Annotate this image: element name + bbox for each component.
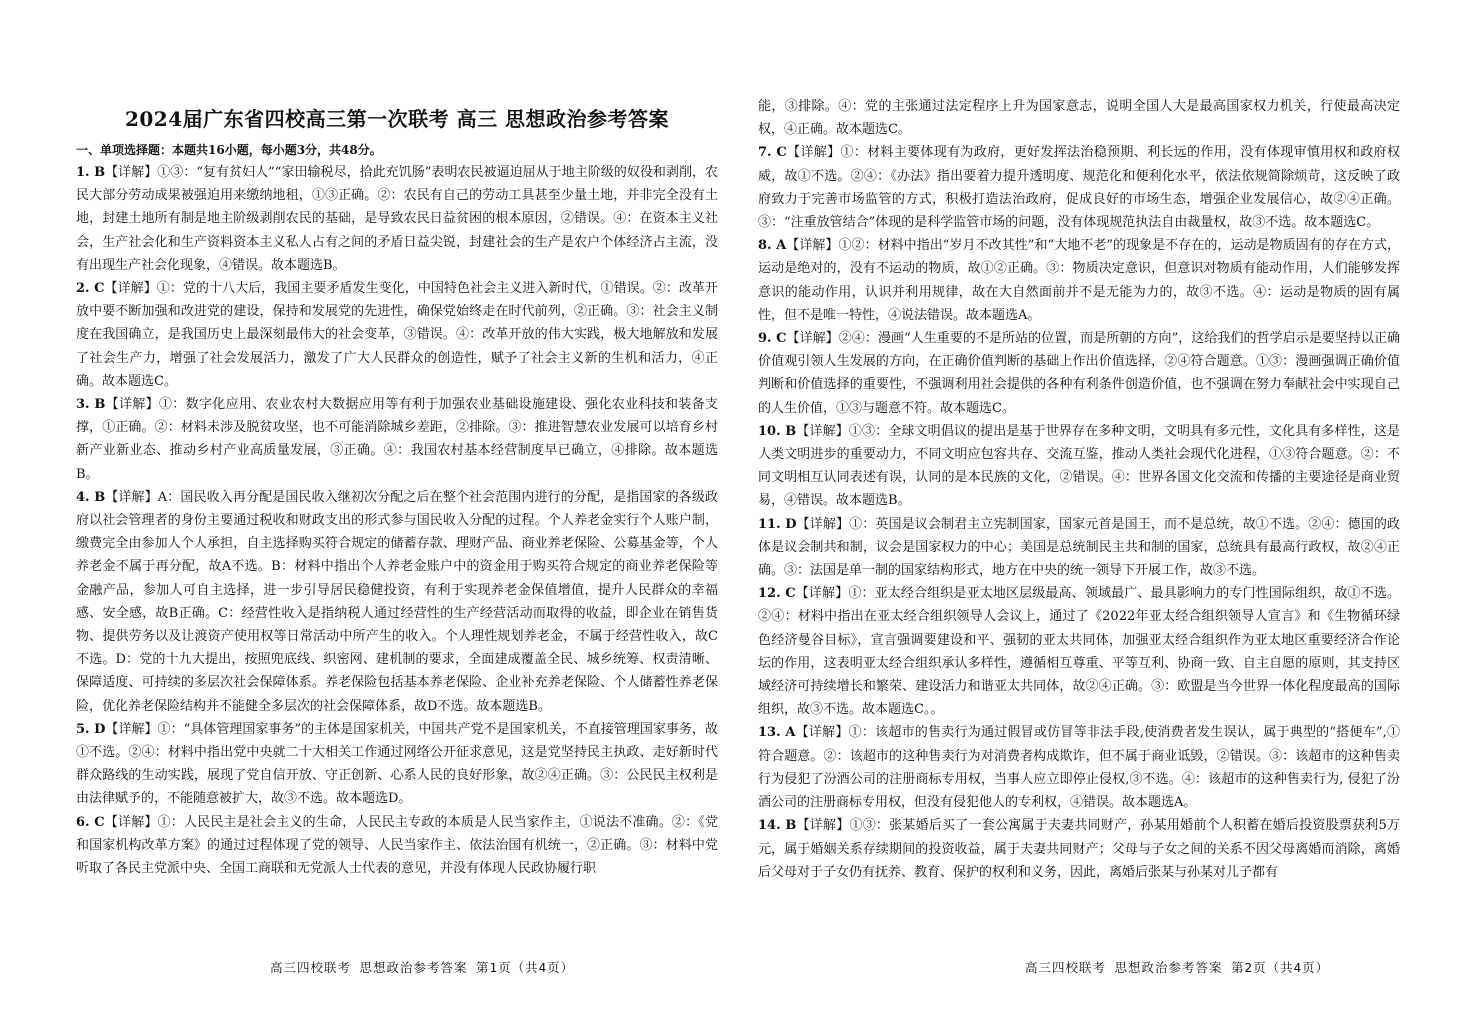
answer-item [758,141,1400,234]
answer-explanation: 【详解】①②：材料中指出“岁月不改其性”和“大地不老”的现象是不存在的，运动是物质固有的存在方式，运动是绝对的，没有不运动的物质，故①②正确。③：物质决定意识，但意识对物质有能动作用，人们能够发挥意识的能动作用，认识并利用规律，故在大自然面前并不是无能为力的，故③不选。④：运动是物质的固有属性，但不是唯一特性，④说法错误。故本题选A。 [758,238,1400,323]
answer-label: 13. A [758,725,796,741]
answer-explanation: 能，③排除。④：党的主张通过法定程序上升为国家意志，说明全国人大是最高国家权力机关，行使最高决定权，④正确。故本题选C。 [758,99,1400,138]
answer-item [758,95,1400,141]
answer-explanation: 【详解】A：国民收入再分配是国民收入继初次分配之后在整个社会范围内进行的分配，是指国家的各级政府以社会管理者的身份主要通过税收和财政支出的形式参与国民收入分配的过程。个人养老金实行个人账户制，缴费完全由参加人个人承担，自主选择购买符合规定的储蓄存款、理财产品、商业养老保险、公募基金等，个人养老金不属于再分配，故A不选。B：材料中指出个人养老金账户中的资金用于购买符合规定的商业养老保险等金融产品，参加人可自主选择，进一步引导居民稳健投资，有利于实现养老金保值增值，提升人民群众的幸福感、安全感，故B正确。C：经营性收入是指纳税人通过经营性的生产经营活动而取得的收益，即企业在销售货物、提供劳务以及让渡资产使用权等日常活动中所产生的收入。个人理性规划养老金，不属于经营性收入，故C不选。D：党的十九大提出，按照兜底线、织密网、建机制的要求，全面建成覆盖全民、城乡统筹、权责清晰、保障适度、可持续的多层次社会保障体系。养老保险包括基本养老保险、企业补充养老保险、个人储蓄性养老保险，优化养老保险结构并不能健全多层次的社会保障体系，故D不选。故本题选B。 [76,489,718,714]
right-answer-list [758,95,1400,884]
answer-label: 7. C [758,145,787,161]
answer-explanation: 【详解】①：该超市的售卖行为通过假冒或仿冒等非法手段,使消费者发生误认，属于典型的“搭便车”,①符合题意。②：该超市的这种售卖行为对消费者构成欺诈，但不属于商业诋毁，②错误。③：该超市的这种售卖行为侵犯了汾酒公司的注册商标专用权，当事人应立即停止侵权,③不选。④：该超市的这种售卖行为, 侵犯了汾酒公司的注册商标专用权，但没有侵犯他人的专利权，④错误。故本题选A。 [758,725,1400,811]
answer-label: 2. C [76,281,105,297]
answer-explanation: 【详解】①：人民民主是社会主义的生命，人民民主专政的本质是人民当家作主，①说法不准确。②：《党和国家机构改革方案》的通过过程体现了党的领导、人民当家作主、依法治国有机统一，②正确。③：材料中党听取了各民主党派中央、全国工商联和无党派人士代表的意见，并没有体现人民政协履行职 [76,814,718,877]
footer-page-1: 高三四校联考 思想政治参考答案 第1页（共4页） [270,960,575,975]
answer-item [758,327,1400,420]
answer-explanation: 【详解】②④：漫画“人生重要的不是所站的位置，而是所朝的方向”，这给我们的哲学启示是要坚持以正确价值观引领人生发展的方向，在正确价值判断的基础上作出价值选择，②④符合题意。①③：漫画强调正确价值判断和价值选择的重要性，不强调利用社会提供的各种有利条件创造价值，也不强调在努力奉献社会中实现自己的人生价值，①③与题意不符。故本题选C。 [758,331,1400,416]
page-title: 2024届广东省四校高三第一次联考 高三 思想政治参考答案 [124,107,670,131]
answer-label: 12. C [758,586,796,602]
answer-item [758,582,1400,721]
answer-explanation: 【详解】①：材料主要体现有为政府，更好发挥法治稳预期、利长远的作用，没有体现审慎用权和政府权威，故①不选。②④：《办法》指出要着力提升透明度、规范化和便利化水平，依法依规简除烦苛，这反映了政府致力于完善市场监管的方式，积极打造法治政府，促成良好的市场生态，增强企业发展信心，故②④正确。③：“注重放管结合”体现的是科学监管市场的问题，没有体现规范执法自由裁量权，故③不选。故本题选C。 [758,145,1400,231]
answer-item [758,234,1400,327]
answer-explanation: 【详解】①：“具体管理国家事务”的主体是国家机关，中国共产党不是国家机关，不直接管理国家事务，故①不选。②④：材料中指出党中央就二十大相关工作通过网络公开征求意见，这是党坚持民主执政、走好新时代群众路线的生动实践，展现了党自信开放、守正创新、心系人民的良好形象，故②④正确。③：公民民主权利是由法律赋予的，不能随意被扩大，故③不选。故本题选D。 [76,721,718,807]
section-heading: 一、单项选择题：本题共16小题，每小题3分，共48分。 [76,143,382,157]
answer-item [76,277,718,393]
answer-explanation: 【详解】①：英国是议会制君主立宪制国家，国家元首是国王，而不是总统，故①不选。②④：德国的政体是议会制共和制，议会是国家权力的中心；美国是总统制民主共和制的国家，总统具有最高行政权，故②④正确。③：法国是单一制的国家结构形式，地方在中央的统一领导下开展工作，故③不选。 [758,516,1400,579]
answer-item [758,721,1400,814]
answer-label: 10. B [758,423,797,439]
answer-explanation: 【详解】①③：“复有贫妇人”“家田输税尽，拾此充饥肠”表明农民被逼迫屈从于地主阶级的奴役和剥削，农民大部分劳动成果被强迫用来缴纳地租，①③正确。②：农民有自己的劳动工具甚至少量土地，并非完全没有土地，封建土地所有制是地主阶级剥削农民的基础，是导致农民日益贫困的根本原因，②错误。④：在资本主义社会，生产社会化和生产资料资本主义私人占有之间的矛盾日益尖锐，封建社会的生产是农户个体经济占主流，没有出现生产社会化现象，④错误。故本题选B。 [76,165,718,273]
answer-label: 4. B [76,489,106,505]
answer-explanation: 【详解】①：数字化应用、农业农村大数据应用等有利于加强农业基础设施建设、强化农业科技和装备支撑，①正确。②：材料未涉及脱贫攻坚，也不可能消除城乡差距，②排除。③：推进智慧农业发展可以培育乡村新产业新业态、推动乡村产业高质量发展，③正确。④：我国农村基本经营制度早已确立，④排除。故本题选B。 [76,397,718,482]
answer-explanation: 【详解】①③：全球文明倡议的提出是基于世界存在多种文明，文明具有多元性，文化具有多样性，这是人类文明进步的重要动力，不同文明应包容共存、交流互鉴，推动人类社会现代化进程，①③符合题意。②：不同文明相互认同表述有误，认同的是本民族的文化，②错误。④：世界各国文化交流和传播的主要途径是商业贸易，④错误。故本题选B。 [758,423,1400,509]
answer-explanation: 【详解】①：亚太经合组织是亚太地区层级最高、领域最广、最具影响力的专门性国际组织，故①不选。②④：材料中指出在亚太经合组织领导人会议上，通过了《2022年亚太经合组织领导人宣言》和《生物循环绿色经济曼谷目标》，宣言强调要建设和平、强韧的亚太共同体，加强亚太经合组织作为亚太地区重要经济合作论坛的作用，这表明亚太经合组织承认多样性，遵循相互尊重、平等互利、协商一致、自主自愿的原则，其支持区域经济可持续增长和繁荣、建设活力和谐亚太共同体，故②④正确。③：欧盟是当今世界一体化程度最高的国际组织，故③不选。故本题选C。。 [758,586,1400,718]
footer-page-2: 高三四校联考 思想政治参考答案 第2页（共4页） [1025,960,1330,975]
answer-explanation: 【详解】①③：张某婚后买了一套公寓属于夫妻共同财产，孙某用婚前个人积蓄在婚后投资股票获利5万元，属于婚姻关系存续期间的投资收益，属于夫妻共同财产；父母与子女之间的关系不因父母离婚而消除，离婚后父母对于子女仍有抚养、教育、保护的权利和义务，因此，离婚后张某与孙某对儿子都有 [758,818,1400,880]
answer-item [76,161,718,277]
answer-label: 3. B [76,397,106,413]
answer-label: 9. C [758,331,787,347]
answer-item [76,811,718,881]
answer-label: 11. D [758,516,797,532]
answer-item [758,814,1400,884]
answer-item [76,718,718,811]
answer-item [76,393,718,486]
answer-item [758,420,1400,513]
left-answer-list [76,161,718,880]
answer-label: 8. A [758,238,787,254]
answer-label: 1. B [76,165,106,180]
answer-item [76,486,718,718]
answer-label: 5. D [76,721,106,737]
answer-explanation: 【详解】①：党的十八大后，我国主要矛盾发生变化，中国特色社会主义进入新时代，①错误。②：改革开放中要不断加强和改进党的建设，保持和发展党的先进性，确保党始终走在时代前列，②正确。③：社会主义制度在我国确立，是我国历史上最深刻最伟大的社会变革，③错误。④：改革开放的伟大实践，极大地解放和发展了社会生产力，增强了社会发展活力，激发了广大人民群众的创造性，赋予了社会主义新的生机和活力，④正确。故本题选C。 [76,281,718,389]
answer-label: 6. C [76,814,105,830]
answer-item [758,513,1400,583]
answer-label: 14. B [758,818,797,834]
